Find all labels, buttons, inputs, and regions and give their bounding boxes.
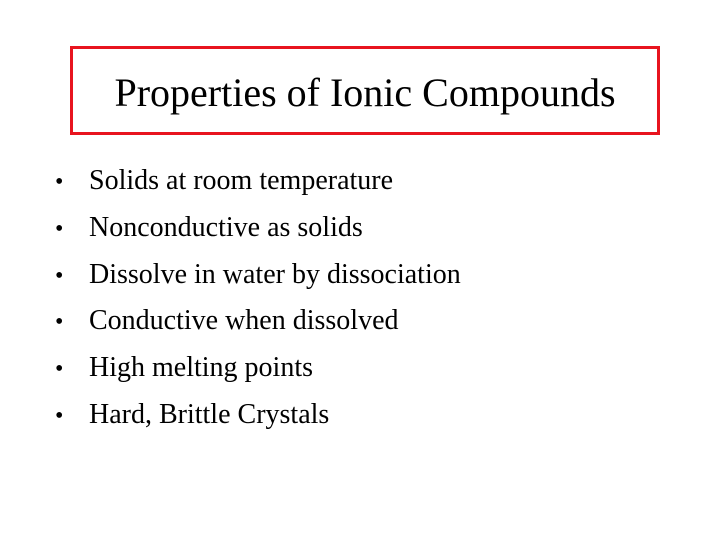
bullet-text: High melting points	[89, 352, 313, 384]
bullet-item	[55, 345, 461, 392]
bullet-item	[55, 392, 461, 439]
bullet-text: Nonconductive as solids	[89, 211, 363, 243]
bullet-icon: •	[55, 356, 64, 383]
bullet-item	[55, 158, 461, 205]
bullet-list	[55, 158, 461, 439]
bullet-item	[55, 205, 461, 252]
bullet-icon: •	[55, 309, 64, 336]
slide-title: Properties of Ionic Compounds	[114, 69, 616, 115]
bullet-item	[55, 298, 461, 345]
bullet-text: Conductive when dissolved	[89, 305, 399, 337]
bullet-icon: •	[55, 169, 64, 195]
title-box	[70, 46, 660, 135]
bullet-item	[55, 252, 461, 299]
bullet-icon: •	[55, 262, 64, 289]
bullet-text: Hard, Brittle Crystals	[89, 398, 330, 430]
bullet-icon: •	[55, 402, 64, 429]
bullet-text: Dissolve in water by dissociation	[89, 258, 461, 290]
bullet-text: Solids at room temperature	[89, 165, 394, 196]
bullet-icon: •	[55, 215, 64, 242]
